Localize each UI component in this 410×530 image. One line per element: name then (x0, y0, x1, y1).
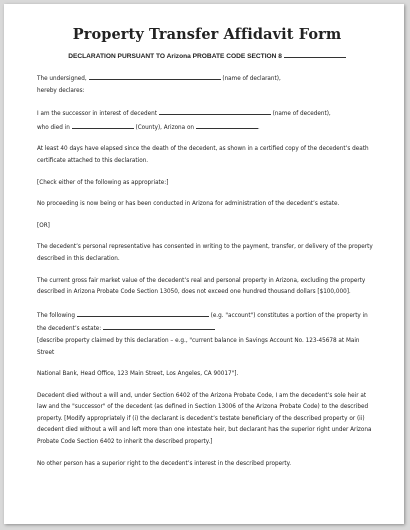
check-instruction: [Check either of the following as appropriate:] (37, 179, 169, 186)
property-portion-paragraph (37, 309, 377, 359)
document-body (37, 26, 377, 480)
property-example-text: [describe property claimed by this declaration – e.g., "current balance in Savings Account No. 123-45678 at Main Street (37, 337, 360, 356)
died-in-text: who died in (37, 124, 70, 131)
declarant-lead-text: The undersigned, (37, 76, 87, 82)
representative-consent-paragraph: The decedent’s personal representative has consented in writing to the payment, transfer, or delivery of the property described in this declaration. (37, 244, 373, 262)
date-of-death-field[interactable] (196, 121, 258, 129)
bank-address-line: National Bank, Head Office, 123 Main Street, Los Angeles, CA 90017"]. (37, 371, 239, 378)
declarant-name-label: (name of declarant), (222, 76, 281, 82)
property-type-field[interactable] (77, 309, 209, 317)
or-separator: [OR] (37, 222, 50, 229)
successor-lead-text: I am the successor in interest of decedent (37, 111, 157, 118)
property-lead-text: The following (37, 312, 75, 319)
document-title: Property Transfer Affidavit Form (72, 26, 342, 43)
decedent-name-label: (name of decedent), (272, 111, 331, 118)
subtitle-text: DECLARATION PURSUANT TO Arizona PROBATE CODE SECTION 8 (68, 53, 282, 60)
county-field[interactable] (72, 121, 134, 129)
declares-text: hereby declares: (37, 87, 85, 94)
document-subtitle (37, 50, 377, 60)
elapsed-days-paragraph: At least 40 days have elapsed since the death of the decedent, as shown in a certified copy of the decedent’s death certificate attached to this declaration. (37, 146, 369, 164)
section-number-field[interactable] (284, 50, 346, 58)
property-portion-text: (e.g. "account") constitutes a portion of the property in the decedent’s estate: (37, 312, 368, 333)
no-proceeding-paragraph: No proceeding is now being or has been conducted in Arizona for administration of the decedent’s estate. (37, 201, 340, 208)
market-value-paragraph: The current gross fair market value of the decedent’s real and personal property in Arizona, excluding the property described in Arizona Probate Code Section 13050, does not exceed one hundred thousand dollars [$100,000]. (37, 277, 366, 296)
heir-paragraph: Decedent died without a will and, under Section 6402 of the Arizona Probate Code, I am the decedent’s sole heir at law and the "successor" of the decedent (as defined in Section 13006 of the Arizona Probate Code) to the described property. [Modify appropriately if (i) the declarant is decedent’s testate beneficiary of the described property or (ii) decedent died without a will and left more than one intestate heir, but declarant has the superior right under Arizona Probate Code Section 6402 to inherit the described property.] (37, 392, 372, 446)
superior-right-paragraph: No other person has a superior right to the decedent’s interest in the described property. (37, 460, 292, 467)
county-label: (County), Arizona on (135, 124, 195, 131)
successor-paragraph (37, 107, 377, 134)
declarant-paragraph (37, 72, 377, 97)
period-text: . (257, 124, 260, 131)
declarant-name-field[interactable] (89, 72, 221, 80)
document-page (4, 4, 404, 524)
decedent-name-field[interactable] (159, 107, 271, 115)
property-description-field[interactable] (103, 322, 215, 330)
